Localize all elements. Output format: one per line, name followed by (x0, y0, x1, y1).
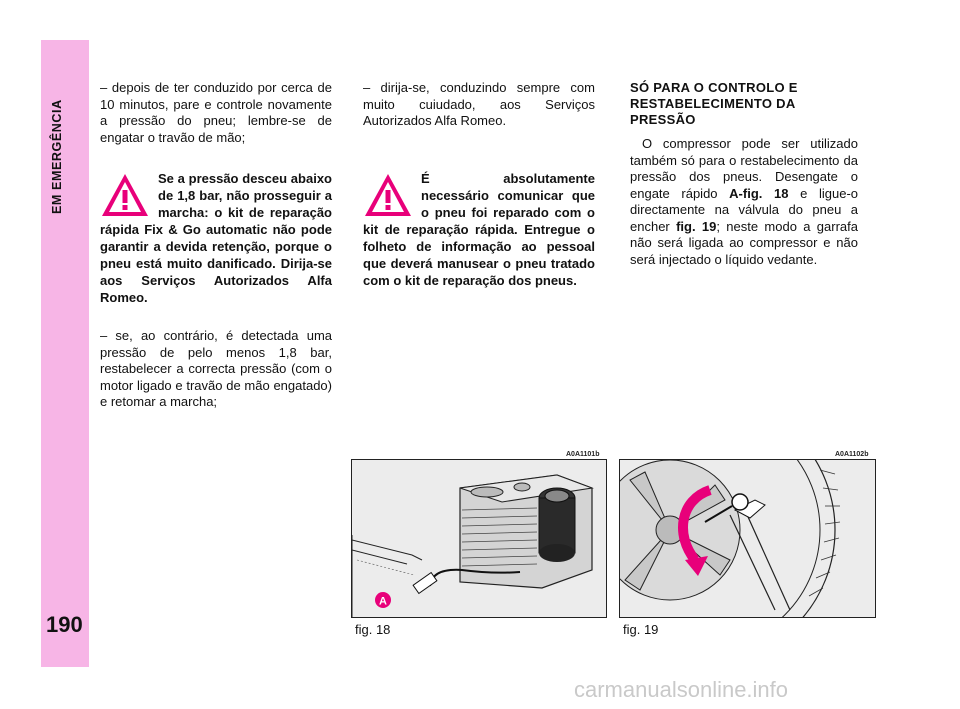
figure-18-label-a: A (379, 595, 387, 608)
compressor-illustration (352, 460, 606, 617)
page-number: 190 (46, 612, 83, 637)
column-2-para-1: – dirija-se, conduzindo sempre com muito cuiudado, aos Serviços Autorizados Alfa Romeo. (363, 80, 595, 128)
warning-text-1: Se a pressão desceu abaixo de 1,8 bar, não prosseguir a marcha: o kit de reparação rápida Fix & Go automatic não pode garantir a devida retenção, porque o pneu está muito danificado. Dirija-se aos Serviços Autorizados Alfa Romeo. (100, 171, 332, 305)
column-3-body: O compressor pode ser utilizado também só para o restabelecimento da pressão dos pneus. Desengate o engate rápido A-fig. 18 e ligue-o directamente na válvula do pneu a encher fig. 19; neste modo a garrafa não será ligada ao compressor e não será injectado o líquido vedante. (630, 136, 859, 267)
warning-box-1 (100, 170, 332, 306)
figure-18-code: A0A1101b (566, 451, 600, 458)
fig-ref-19: fig. 19 (676, 218, 717, 234)
watermark: carmanualsonline.info (574, 677, 789, 702)
section-heading: SÓ PARA O CONTROLO E RESTABELECIMENTO DA PRESSÃO (630, 80, 798, 127)
warning-text-2: É absolutamente necessário comunicar que o pneu foi reparado com o kit de reparação rápida. Entregue o folheto de informação ao pessoal que deverá manusear o pneu tratado com o kit de reparação dos pneus. (363, 171, 595, 288)
figure-19-code: A0A1102b (835, 451, 869, 458)
figure-18 (351, 459, 607, 618)
column-1-para-2: – se, ao contrário, é detectada uma pressão de pelo menos 1,8 bar, restabelecer a correcta pressão (com o motor ligado e travão de mão engatado) e retomar a marcha; (100, 328, 332, 409)
sidebar-band (41, 40, 89, 667)
figure-19-caption: fig. 19 (623, 622, 659, 637)
warning-box-2 (363, 170, 595, 289)
column-3 (630, 80, 858, 268)
warning-triangle-icon (100, 172, 150, 218)
column-1-para-1: – depois de ter conduzido por cerca de 10 minutos, pare e controle novamente a pressão do pneu; lembre-se de engatar o travão de mão; (100, 80, 332, 145)
tyre-valve-illustration (620, 460, 875, 617)
figure-19 (619, 459, 876, 618)
figure-18-caption: fig. 18 (355, 622, 391, 637)
fig-ref-18: A-fig. 18 (729, 185, 789, 201)
warning-triangle-icon (363, 172, 413, 218)
